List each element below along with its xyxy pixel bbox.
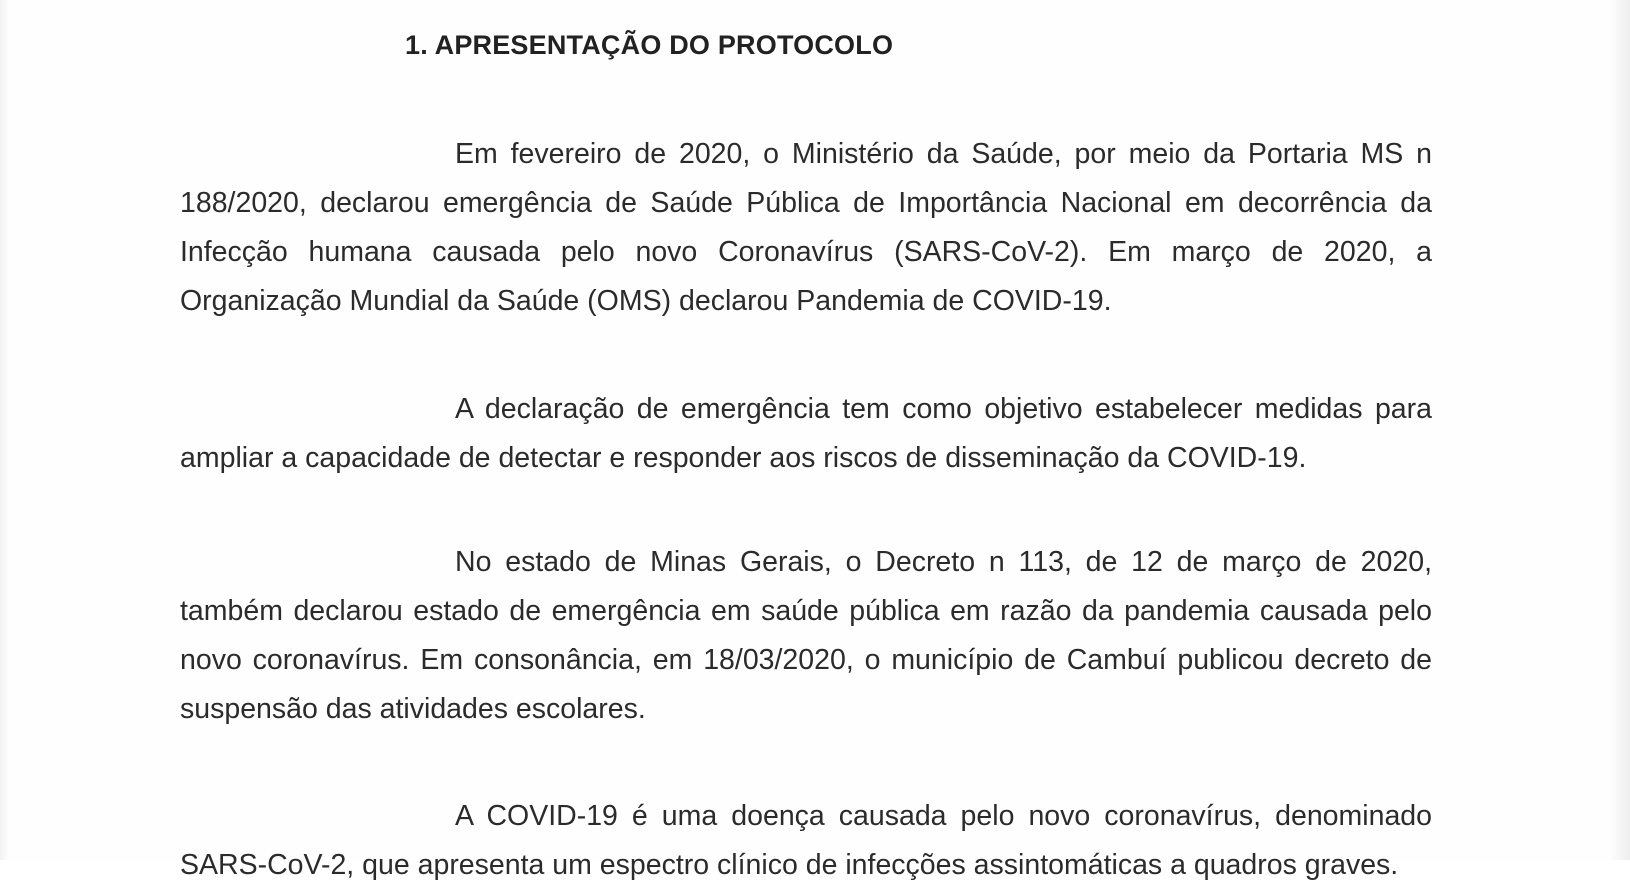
page-right-edge: [1608, 0, 1630, 860]
paragraph-covid19-definicao: A COVID-19 é uma doença causada pelo novo coronavírus, denominado SARS-CoV-2, que apresenta um espectro clínico de infecções assintomáticas a quadros graves.: [180, 800, 1432, 881]
paragraph-objetivo-declaracao: A declaração de emergência tem como objetivo estabelecer medidas para ampliar a capacidade de detectar e responder aos riscos de disseminação da COVID-19.: [180, 393, 1432, 474]
section-heading: 1. APRESENTAÇÃO DO PROTOCOLO: [405, 30, 894, 60]
page-left-edge: [0, 0, 10, 860]
paragraph-minas-gerais-decreto: No estado de Minas Gerais, o Decreto n 113, de 12 de março de 2020, também declarou estado de emergência em saúde pública em razão da pandemia causada pelo novo coronavírus. Em consonância, em 18/03/2020, o município de Cambuí publicou decreto de suspensão das atividades escolares.: [180, 546, 1432, 725]
paragraph-declaracao-emergencia-nacional: Em fevereiro de 2020, o Ministério da Saúde, por meio da Portaria MS n 188/2020, declarou emergência de Saúde Pública de Importância Nacional em decorrência da Infecção humana causada pelo novo Coronavírus (SARS-CoV-2). Em março de 2020, a Organização Mundial da Saúde (OMS) declarou Pandemia de COVID-19.: [180, 138, 1432, 317]
